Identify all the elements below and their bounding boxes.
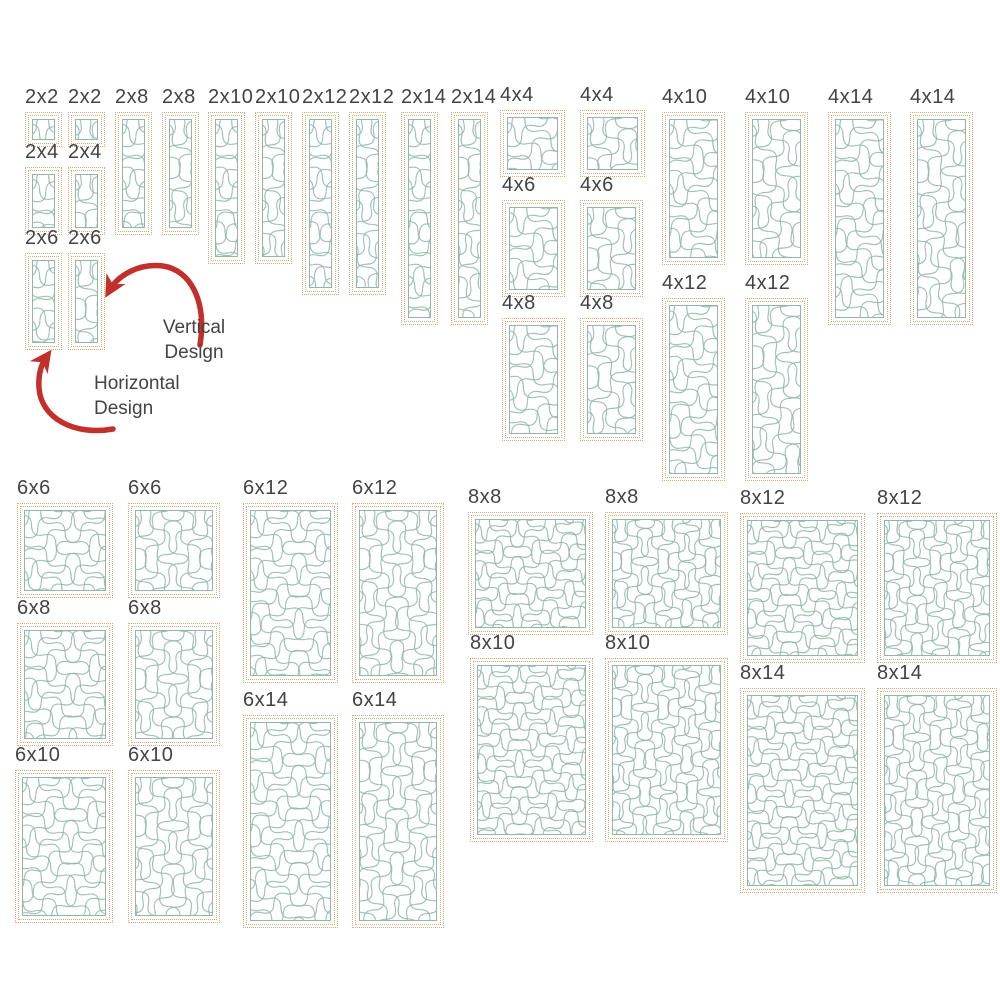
size-label: 8x12	[877, 487, 923, 509]
quatrefoil-pattern	[752, 305, 801, 474]
vertical-design-line2: Design	[164, 342, 224, 363]
size-label: 2x2	[25, 86, 59, 108]
quatrefoil-pattern	[587, 207, 636, 290]
design-block-4x14-horizontal	[828, 112, 891, 325]
design-block-4x8-vertical	[580, 318, 643, 441]
size-label: 2x6	[25, 227, 59, 249]
size-label: 6x8	[128, 597, 162, 619]
design-block-6x6-horizontal	[17, 503, 113, 598]
design-block-4x8-horizontal	[502, 318, 565, 441]
quatrefoil-pattern	[477, 665, 586, 835]
design-block-8x14-horizontal	[740, 688, 865, 893]
design-block-2x10-vertical	[255, 112, 292, 264]
size-label: 2x8	[162, 86, 196, 108]
size-label: 2x8	[115, 86, 149, 108]
quatrefoil-pattern	[24, 510, 106, 591]
size-label: 4x14	[910, 86, 956, 108]
size-label: 6x10	[15, 744, 61, 766]
design-block-8x10-vertical	[605, 658, 728, 842]
size-label: 2x12	[302, 86, 348, 108]
size-label: 6x8	[17, 597, 51, 619]
design-block-4x6-horizontal	[502, 200, 565, 297]
size-label: 6x14	[243, 689, 289, 711]
size-label: 8x8	[605, 486, 639, 508]
quatrefoil-pattern	[509, 207, 558, 290]
design-block-6x14-horizontal	[243, 715, 338, 928]
design-block-4x6-vertical	[580, 200, 643, 297]
design-block-4x12-horizontal	[662, 298, 725, 481]
size-label: 6x6	[128, 477, 162, 499]
size-label: 8x8	[468, 486, 502, 508]
design-block-4x4-vertical	[580, 110, 645, 177]
design-block-8x8-horizontal	[468, 512, 593, 635]
size-label: 6x12	[243, 477, 289, 499]
size-label: 2x12	[349, 86, 395, 108]
design-block-6x6-vertical	[128, 503, 220, 598]
design-block-2x14-vertical	[451, 112, 488, 325]
size-label: 4x14	[828, 86, 874, 108]
size-label: 2x2	[68, 86, 102, 108]
size-label: 6x6	[17, 477, 51, 499]
quatrefoil-pattern	[169, 119, 192, 228]
size-label: 6x14	[352, 689, 398, 711]
quatrefoil-pattern	[32, 260, 55, 343]
design-block-2x12-vertical	[349, 112, 386, 295]
quatrefoil-pattern	[359, 722, 437, 921]
size-label: 8x14	[877, 662, 923, 684]
size-label: 4x10	[662, 86, 708, 108]
quatrefoil-pattern	[24, 630, 106, 739]
size-label: 4x12	[745, 272, 791, 294]
quatrefoil-pattern	[509, 325, 558, 434]
vertical-design-label	[152, 315, 236, 365]
design-block-2x10-horizontal	[208, 112, 245, 264]
size-label: 6x12	[352, 477, 398, 499]
design-block-2x8-vertical	[162, 112, 199, 235]
design-block-6x10-vertical	[128, 770, 220, 923]
design-block-8x12-vertical	[877, 513, 997, 663]
quatrefoil-pattern	[215, 119, 238, 257]
quatrefoil-pattern	[75, 174, 98, 228]
quatrefoil-pattern	[408, 119, 431, 318]
quatrefoil-pattern	[135, 510, 213, 591]
size-label: 2x14	[451, 86, 497, 108]
design-block-6x12-horizontal	[243, 503, 338, 683]
design-block-2x12-horizontal	[302, 112, 339, 295]
quatrefoil-pattern	[75, 119, 98, 140]
design-block-4x14-vertical	[910, 112, 973, 325]
quatrefoil-pattern	[458, 119, 481, 318]
quatrefoil-pattern	[835, 119, 884, 318]
size-label: 4x4	[500, 84, 534, 106]
size-label: 8x10	[605, 632, 651, 654]
quatrefoil-pattern	[747, 695, 858, 886]
design-block-8x12-horizontal	[740, 513, 865, 663]
design-block-6x8-vertical	[128, 623, 220, 746]
design-block-2x4-horizontal	[25, 167, 62, 235]
size-label: 8x10	[470, 632, 516, 654]
design-block-6x12-vertical	[352, 503, 444, 683]
quatrefoil-pattern	[669, 119, 718, 258]
vertical-design-line1: Vertical	[162, 317, 226, 338]
quatrefoil-pattern	[250, 722, 331, 921]
quatrefoil-pattern	[122, 119, 145, 228]
quatrefoil-pattern	[75, 260, 98, 343]
design-block-8x14-vertical	[877, 688, 997, 893]
quatrefoil-pattern	[884, 520, 990, 656]
design-block-2x6-vertical	[68, 253, 105, 350]
design-block-2x6-horizontal	[25, 253, 62, 350]
size-label: 2x6	[68, 227, 102, 249]
size-label: 4x6	[502, 174, 536, 196]
size-label: 4x10	[745, 86, 791, 108]
quatrefoil-pattern	[309, 119, 332, 288]
quatrefoil-pattern	[507, 117, 558, 170]
design-block-2x14-horizontal	[401, 112, 438, 325]
quatrefoil-pattern	[356, 119, 379, 288]
quatrefoil-pattern	[22, 777, 106, 916]
design-block-8x8-vertical	[605, 512, 728, 635]
horizontal-design-label	[94, 371, 204, 421]
size-label: 2x4	[25, 141, 59, 163]
size-label: 4x4	[580, 84, 614, 106]
size-label: 4x8	[580, 292, 614, 314]
quatrefoil-pattern	[612, 519, 721, 628]
design-block-6x10-horizontal	[15, 770, 113, 923]
quatrefoil-pattern	[32, 174, 55, 228]
horizontal-design-line2: Design	[94, 398, 154, 419]
design-block-6x14-vertical	[352, 715, 444, 928]
size-label: 4x12	[662, 272, 708, 294]
quatrefoil-pattern	[752, 119, 801, 258]
quatrefoil-pattern	[250, 510, 331, 676]
quatrefoil-pattern	[587, 325, 636, 434]
quatrefoil-pattern	[32, 119, 55, 140]
size-label: 8x12	[740, 487, 786, 509]
design-block-6x8-horizontal	[17, 623, 113, 746]
quatrefoil-pattern	[135, 777, 213, 916]
design-block-2x8-horizontal	[115, 112, 152, 235]
quatrefoil-pattern	[612, 665, 721, 835]
quatrefoil-pattern	[262, 119, 285, 257]
quatrefoil-pattern	[669, 305, 718, 474]
quatrefoil-pattern	[884, 695, 990, 886]
size-label: 4x6	[580, 174, 614, 196]
quatrefoil-pattern	[359, 510, 437, 676]
design-block-2x4-vertical	[68, 167, 105, 235]
design-block-4x4-horizontal	[500, 110, 565, 177]
quatrefoil-pattern	[587, 117, 638, 170]
design-block-8x10-horizontal	[470, 658, 593, 842]
design-block-4x10-vertical	[745, 112, 808, 265]
horizontal-design-line1: Horizontal	[94, 373, 180, 394]
size-label: 2x4	[68, 141, 102, 163]
design-block-4x10-horizontal	[662, 112, 725, 265]
quatrefoil-pattern	[475, 519, 586, 628]
quatrefoil-pattern	[917, 119, 966, 318]
design-block-4x12-vertical	[745, 298, 808, 481]
size-label: 2x14	[401, 86, 447, 108]
size-label: 2x10	[255, 86, 301, 108]
quatrefoil-pattern	[747, 520, 858, 656]
size-label: 2x10	[208, 86, 254, 108]
size-label: 8x14	[740, 662, 786, 684]
size-label: 4x8	[502, 292, 536, 314]
size-label: 6x10	[128, 744, 174, 766]
quatrefoil-pattern	[135, 630, 213, 739]
